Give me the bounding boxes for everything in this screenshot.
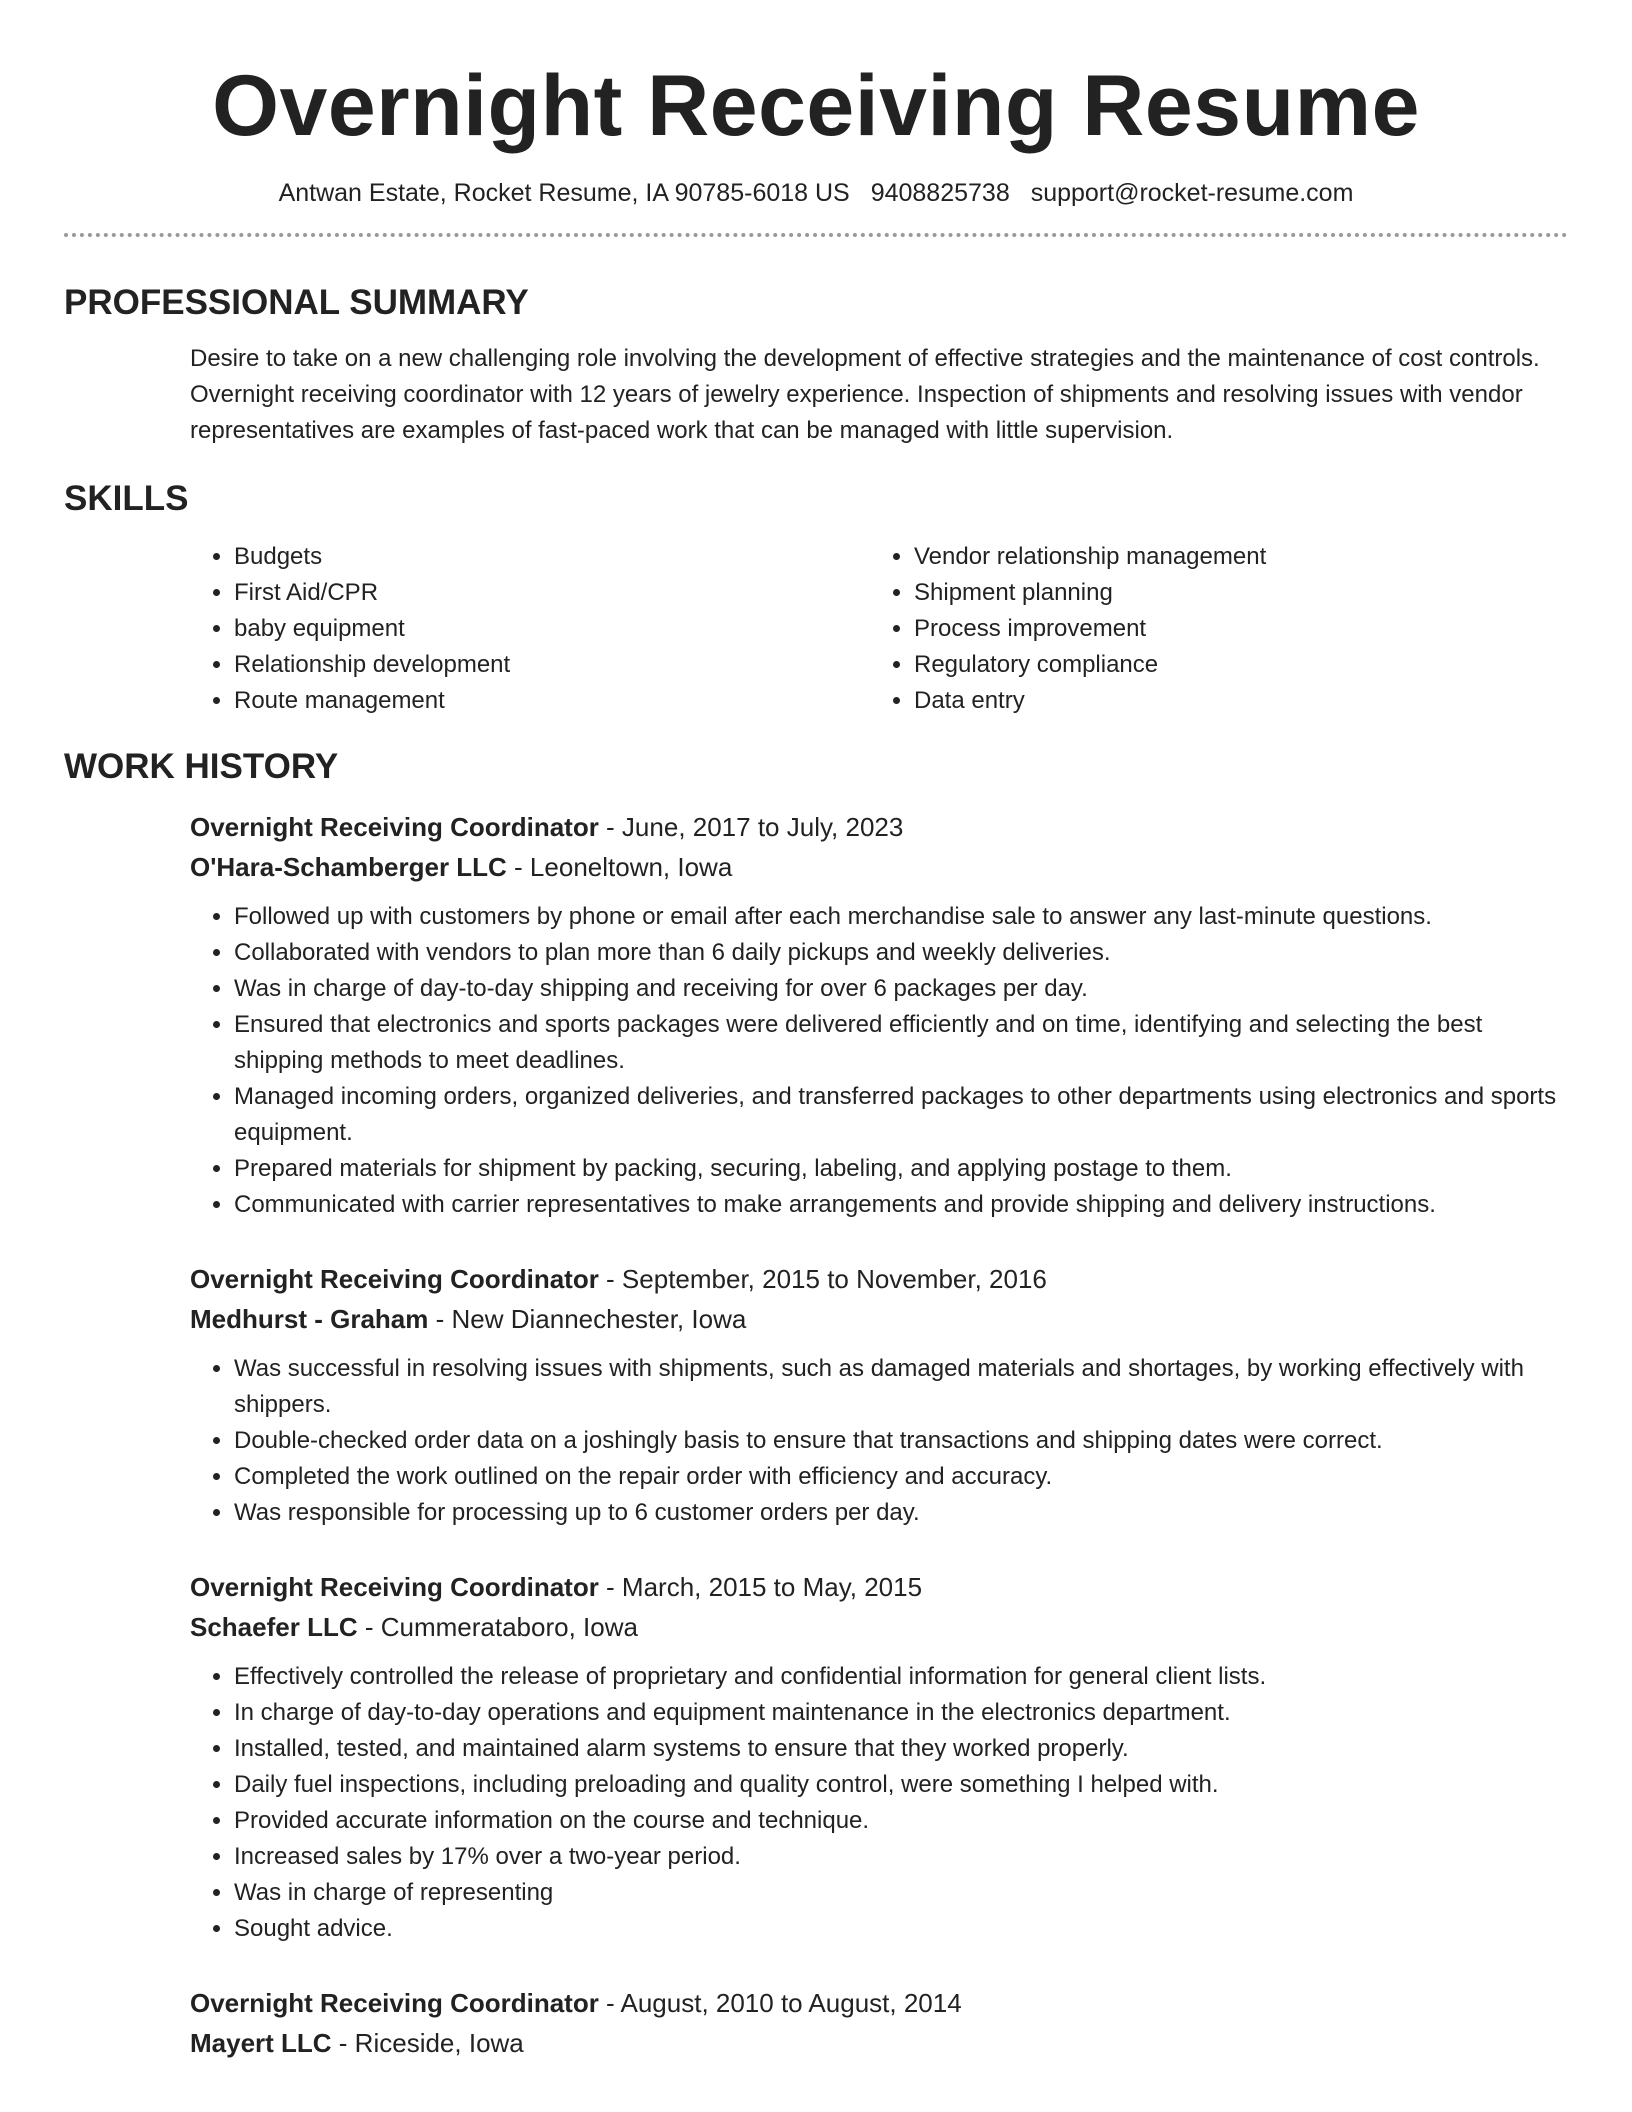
job-bullet: • Ensured that electronics and sports packages were delivered efficiently and on time, identifying and selecting the best shipping methods to meet deadlines. bbox=[234, 1007, 1568, 1079]
job-entry bbox=[190, 1983, 1568, 2063]
job-bullet: • Prepared materials for shipment by packing, securing, labeling, and applying postage to them. bbox=[234, 1151, 1568, 1187]
job-bullet: • Was in charge of day-to-day shipping and receiving for over 6 packages per day. bbox=[234, 971, 1568, 1007]
job-bullet: • Was responsible for processing up to 6 customer orders per day. bbox=[234, 1495, 1568, 1531]
job-bullet: • Daily fuel inspections, including preloading and quality control, were something I helped with. bbox=[234, 1767, 1568, 1803]
job-company-line bbox=[190, 1299, 1568, 1339]
skills-columns bbox=[190, 539, 1568, 719]
job-entry bbox=[190, 807, 1568, 1223]
job-dates: - March, 2015 to May, 2015 bbox=[598, 1572, 923, 1602]
job-title: Overnight Receiving Coordinator bbox=[190, 1988, 599, 2018]
skill-item: • baby equipment bbox=[234, 611, 870, 647]
skill-item: • First Aid/CPR bbox=[234, 575, 870, 611]
job-dates: - June, 2017 to July, 2023 bbox=[598, 812, 904, 842]
job-dates: - September, 2015 to November, 2016 bbox=[598, 1264, 1047, 1294]
job-bullet: • Effectively controlled the release of proprietary and confidential information for general client lists. bbox=[234, 1659, 1568, 1695]
job-bullet: • Sought advice. bbox=[234, 1911, 1568, 1947]
skills-section bbox=[64, 477, 1568, 719]
skills-right-column bbox=[870, 539, 1550, 719]
job-bullets bbox=[190, 1659, 1568, 1947]
job-bullet: • Installed, tested, and maintained alarm systems to ensure that they worked properly. bbox=[234, 1731, 1568, 1767]
job-bullet: • Was successful in resolving issues with shipments, such as damaged materials and shortages, by working effectively with shippers. bbox=[234, 1351, 1568, 1423]
job-company-line bbox=[190, 2023, 1568, 2063]
job-bullet: • Completed the work outlined on the repair order with efficiency and accuracy. bbox=[234, 1459, 1568, 1495]
job-bullet: • Double-checked order data on a joshingly basis to ensure that transactions and shipping dates were correct. bbox=[234, 1423, 1568, 1459]
job-company: O'Hara-Schamberger LLC bbox=[190, 852, 507, 882]
job-bullet: • Followed up with customers by phone or email after each merchandise sale to answer any last-minute questions. bbox=[234, 899, 1568, 935]
job-bullet: • Communicated with carrier representatives to make arrangements and provide shipping and delivery instructions. bbox=[234, 1187, 1568, 1223]
skill-item: • Relationship development bbox=[234, 647, 870, 683]
skill-item: • Process improvement bbox=[914, 611, 1550, 647]
job-title: Overnight Receiving Coordinator bbox=[190, 812, 599, 842]
job-title: Overnight Receiving Coordinator bbox=[190, 1572, 599, 1602]
contact-line bbox=[64, 176, 1568, 210]
job-company-line bbox=[190, 1607, 1568, 1647]
skill-item: • Shipment planning bbox=[914, 575, 1550, 611]
job-dates: - August, 2010 to August, 2014 bbox=[598, 1988, 962, 2018]
job-title: Overnight Receiving Coordinator bbox=[190, 1264, 599, 1294]
job-company: Schaefer LLC bbox=[190, 1612, 358, 1642]
job-company: Medhurst - Graham bbox=[190, 1304, 429, 1334]
job-title-line bbox=[190, 1259, 1568, 1299]
resume-page bbox=[64, 0, 1568, 2063]
skill-item: • Route management bbox=[234, 683, 870, 719]
job-bullet: • Increased sales by 17% over a two-year period. bbox=[234, 1839, 1568, 1875]
job-entry bbox=[190, 1567, 1568, 1947]
job-bullet: • In charge of day-to-day operations and equipment maintenance in the electronics department. bbox=[234, 1695, 1568, 1731]
skill-item: • Data entry bbox=[914, 683, 1550, 719]
work-history-heading: WORK HISTORY bbox=[64, 747, 339, 786]
header-divider bbox=[64, 233, 1568, 237]
job-company-line bbox=[190, 847, 1568, 887]
job-title-line bbox=[190, 1567, 1568, 1607]
job-bullets bbox=[190, 899, 1568, 1223]
summary-heading: PROFESSIONAL SUMMARY bbox=[64, 283, 529, 322]
job-location: - Cummerataboro, Iowa bbox=[357, 1612, 638, 1642]
job-bullet: • Provided accurate information on the course and technique. bbox=[234, 1803, 1568, 1839]
skill-item: • Vendor relationship management bbox=[914, 539, 1550, 575]
job-title-line bbox=[190, 807, 1568, 847]
summary-section bbox=[64, 281, 1568, 449]
job-bullets bbox=[190, 1351, 1568, 1531]
skill-item: • Budgets bbox=[234, 539, 870, 575]
job-location: - Riceside, Iowa bbox=[331, 2028, 524, 2058]
job-bullet: • Collaborated with vendors to plan more than 6 daily pickups and weekly deliveries. bbox=[234, 935, 1568, 971]
job-company: Mayert LLC bbox=[190, 2028, 332, 2058]
skills-left-column bbox=[190, 539, 870, 719]
work-history-section bbox=[64, 745, 1568, 2063]
page-title: Overnight Receiving Resume bbox=[212, 58, 1420, 154]
contact-address: Antwan Estate, Rocket Resume, IA 90785-6018 US bbox=[278, 179, 850, 207]
job-bullet: • Managed incoming orders, organized deliveries, and transferred packages to other departments using electronics and sports equipment. bbox=[234, 1079, 1568, 1151]
contact-phone: 9408825738 bbox=[870, 179, 1010, 207]
job-location: - New Diannechester, Iowa bbox=[428, 1304, 747, 1334]
job-bullet: • Was in charge of representing bbox=[234, 1875, 1568, 1911]
skills-heading: SKILLS bbox=[64, 479, 189, 518]
contact-email: support@rocket-resume.com bbox=[1030, 179, 1354, 207]
summary-text: Desire to take on a new challenging role involving the development of effective strategies and the maintenance of cost controls. Overnight receiving coordinator with 12 years of jewelry experience. Inspection of shipments and resolving issues with vendor representatives are examples of fast-paced work that can be managed with little supervision. bbox=[190, 345, 1540, 444]
job-location: - Leoneltown, Iowa bbox=[506, 852, 733, 882]
job-title-line bbox=[190, 1983, 1568, 2023]
skill-item: • Regulatory compliance bbox=[914, 647, 1550, 683]
job-entry bbox=[190, 1259, 1568, 1531]
